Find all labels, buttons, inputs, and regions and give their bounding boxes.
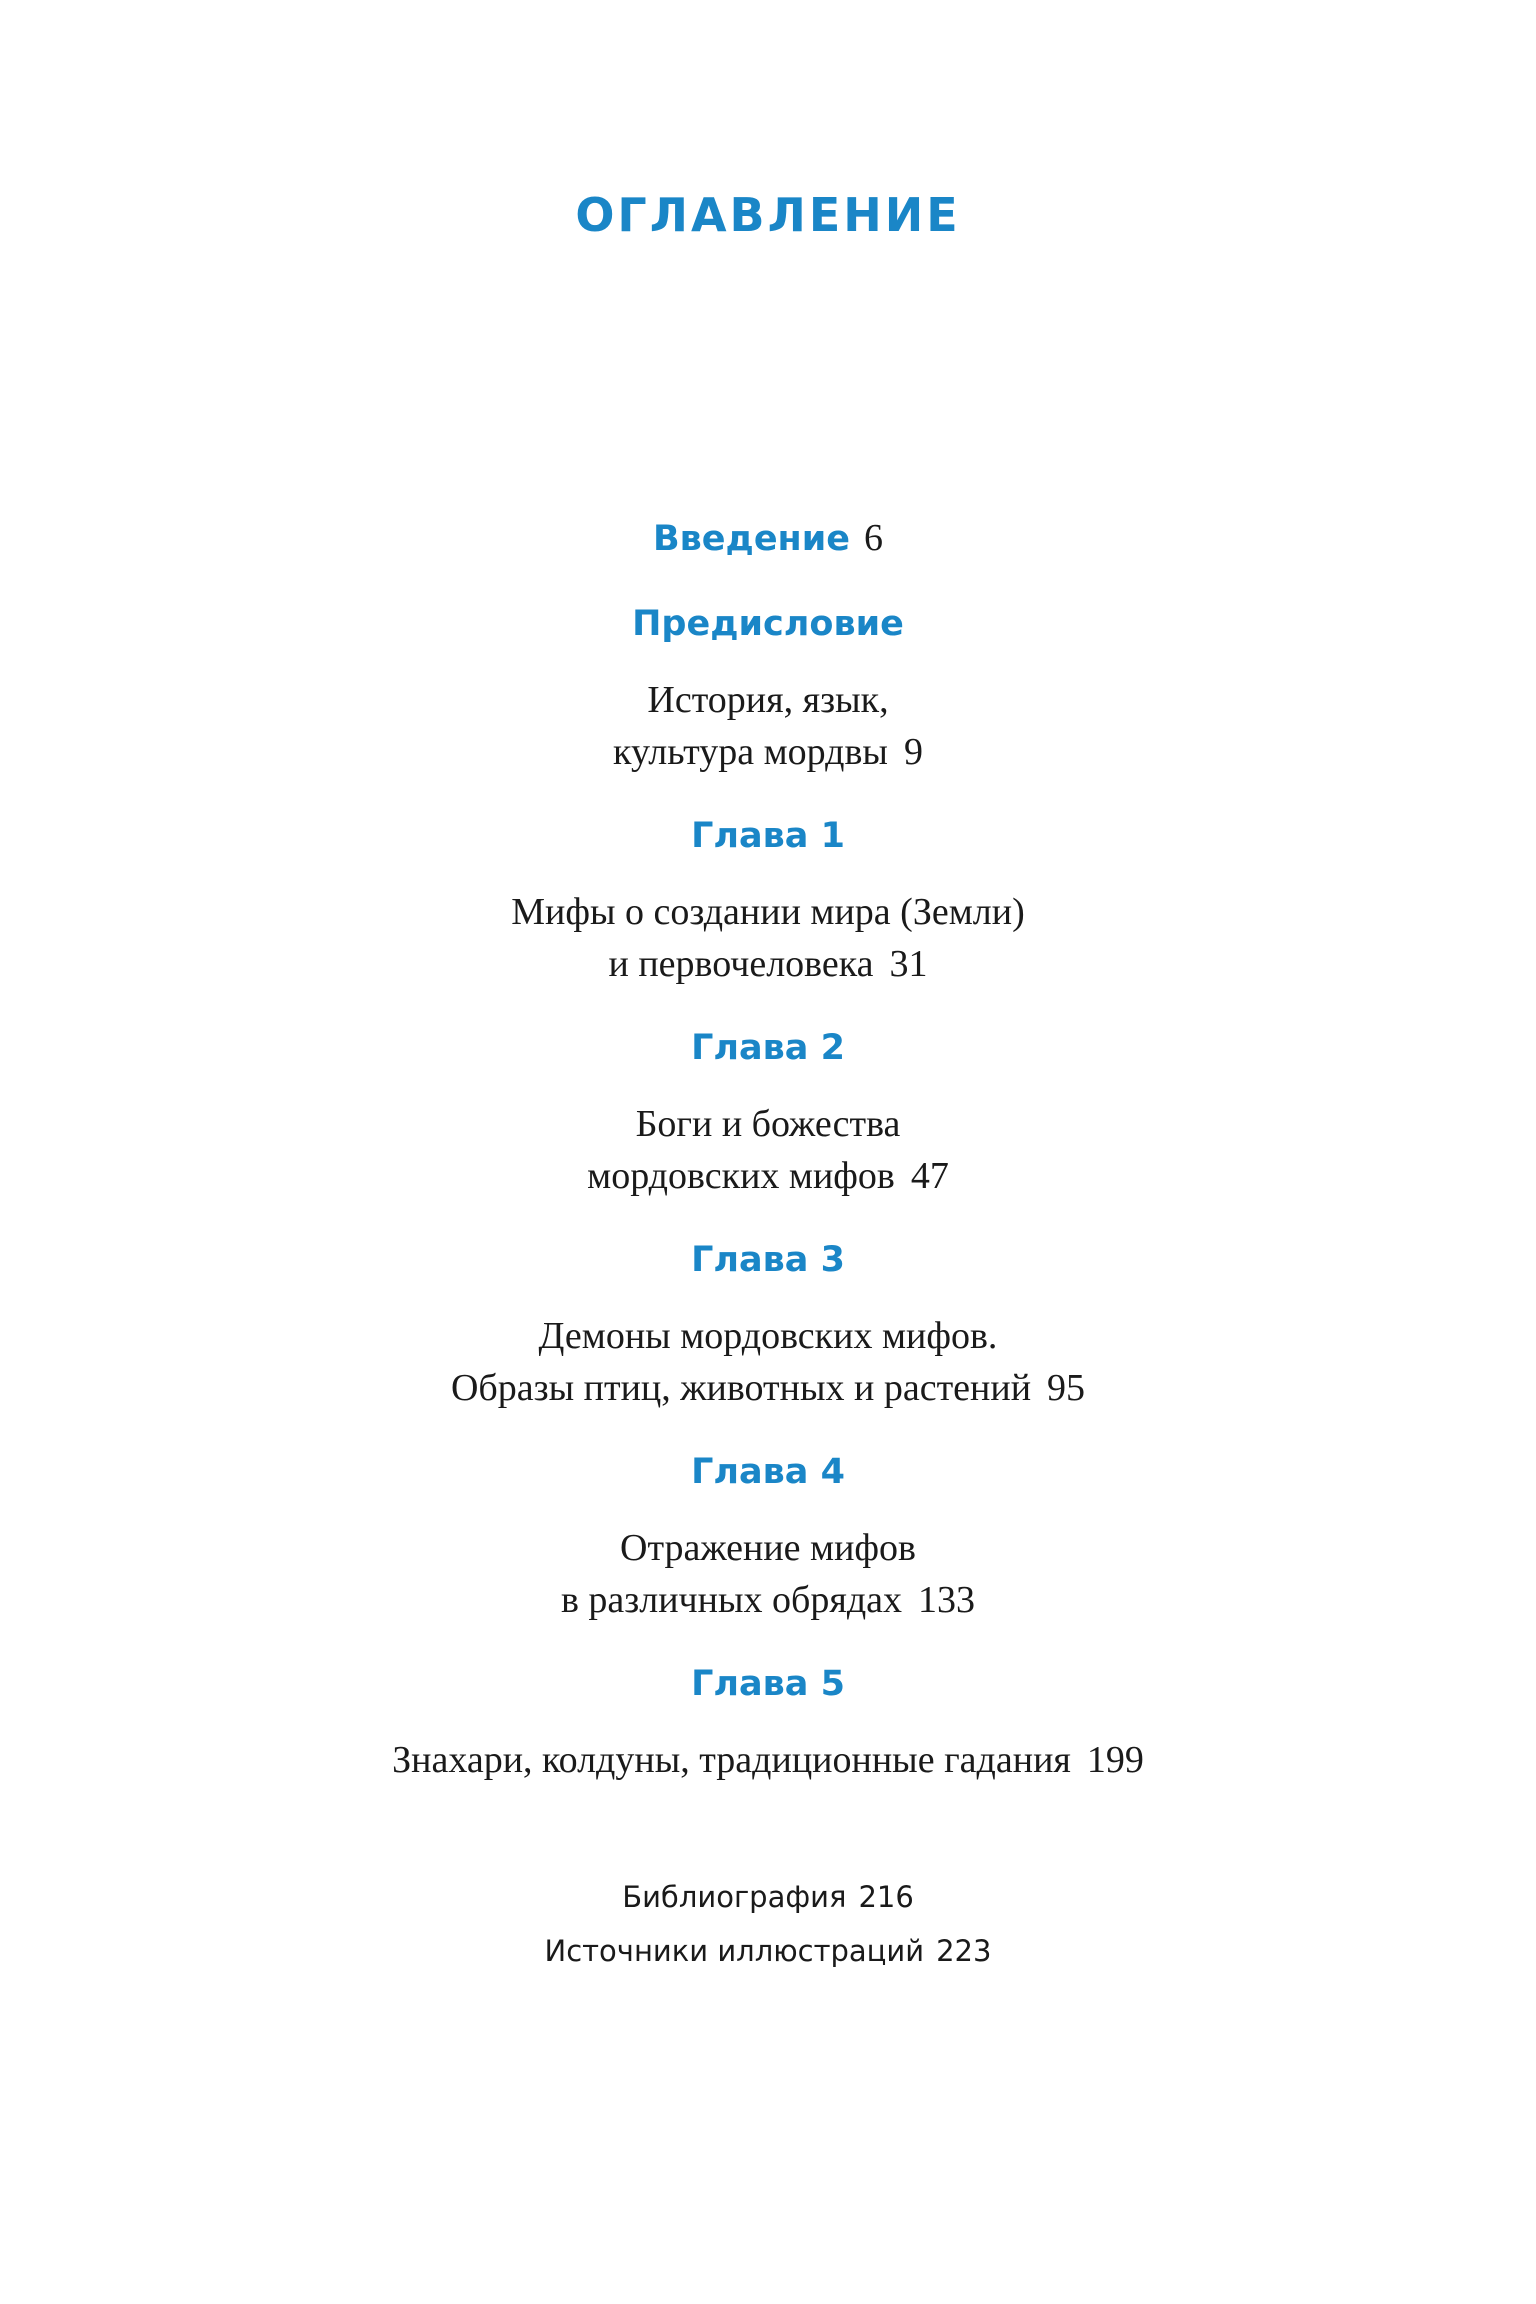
chapter-3-title-line-2-text: Образы птиц, животных и растений xyxy=(450,1367,1032,1409)
chapter-1-title-line-1: Мифы о создании мира (Земли) xyxy=(511,891,1025,933)
intro-page-number: 6 xyxy=(864,517,883,559)
chapter-1-title-line-2 xyxy=(0,938,1536,990)
chapter-5-title-line-1 xyxy=(0,1734,1536,1786)
chapter-4-heading: Глава 4 xyxy=(691,1452,845,1492)
chapter-1-title-line-2-text: и первочеловека xyxy=(608,943,874,985)
chapter-2-page-number: 47 xyxy=(910,1155,949,1197)
illustration-sources-label: Источники иллюстраций xyxy=(544,1934,925,1968)
chapter-2-title-line-2-text: мордовских мифов xyxy=(587,1155,895,1197)
chapter-1-heading: Глава 1 xyxy=(691,816,845,856)
chapter-3-title-line-1: Демоны мордовских мифов. xyxy=(538,1315,998,1357)
page-title: ОГЛАВЛЕНИЕ xyxy=(575,188,961,242)
illustration-sources-page-number: 223 xyxy=(936,1934,992,1968)
backmatter-list xyxy=(0,1870,1536,1978)
toc-entry-preface[interactable] xyxy=(0,674,1536,778)
chapter-5-heading: Глава 5 xyxy=(691,1664,845,1704)
table-of-contents xyxy=(0,510,1536,1786)
chapter-3-heading: Глава 3 xyxy=(691,1240,845,1280)
preface-heading: Предисловие xyxy=(632,604,904,644)
chapter-3-title-line-2 xyxy=(0,1362,1536,1414)
preface-title-line-1: История, язык, xyxy=(647,679,889,721)
toc-entry-illustration-sources[interactable] xyxy=(0,1924,1536,1978)
chapter-4-page-number: 133 xyxy=(918,1579,976,1621)
chapter-3-page-number: 95 xyxy=(1047,1367,1086,1409)
toc-entry-chapter-4[interactable] xyxy=(0,1522,1536,1626)
chapter-5-page-number: 199 xyxy=(1086,1739,1144,1781)
chapter-2-title-line-1: Боги и божества xyxy=(635,1103,901,1145)
preface-title-line-2 xyxy=(0,726,1536,778)
chapter-5-title-line-1-text: Знахари, колдуны, традиционные гадания xyxy=(392,1739,1071,1781)
chapter-4-title-line-1: Отражение мифов xyxy=(620,1527,916,1569)
preface-page-number: 9 xyxy=(903,731,923,773)
toc-entry-chapter-3[interactable] xyxy=(0,1310,1536,1414)
chapter-4-title-line-2-text: в различных обрядах xyxy=(560,1579,903,1621)
intro-label: Введение xyxy=(652,519,850,559)
toc-entry-intro[interactable] xyxy=(0,510,1536,566)
bibliography-label: Библиография xyxy=(622,1880,847,1914)
toc-entry-chapter-5[interactable] xyxy=(0,1734,1536,1786)
preface-title-line-2-text: культура мордвы xyxy=(613,731,888,773)
chapter-2-heading: Глава 2 xyxy=(691,1028,845,1068)
chapter-2-title-line-2 xyxy=(0,1150,1536,1202)
toc-entry-chapter-2[interactable] xyxy=(0,1098,1536,1202)
chapter-1-page-number: 31 xyxy=(889,943,928,985)
toc-entry-bibliography[interactable] xyxy=(0,1870,1536,1924)
toc-entry-chapter-1[interactable] xyxy=(0,886,1536,990)
bibliography-page-number: 216 xyxy=(858,1880,914,1914)
chapter-4-title-line-2 xyxy=(0,1574,1536,1626)
